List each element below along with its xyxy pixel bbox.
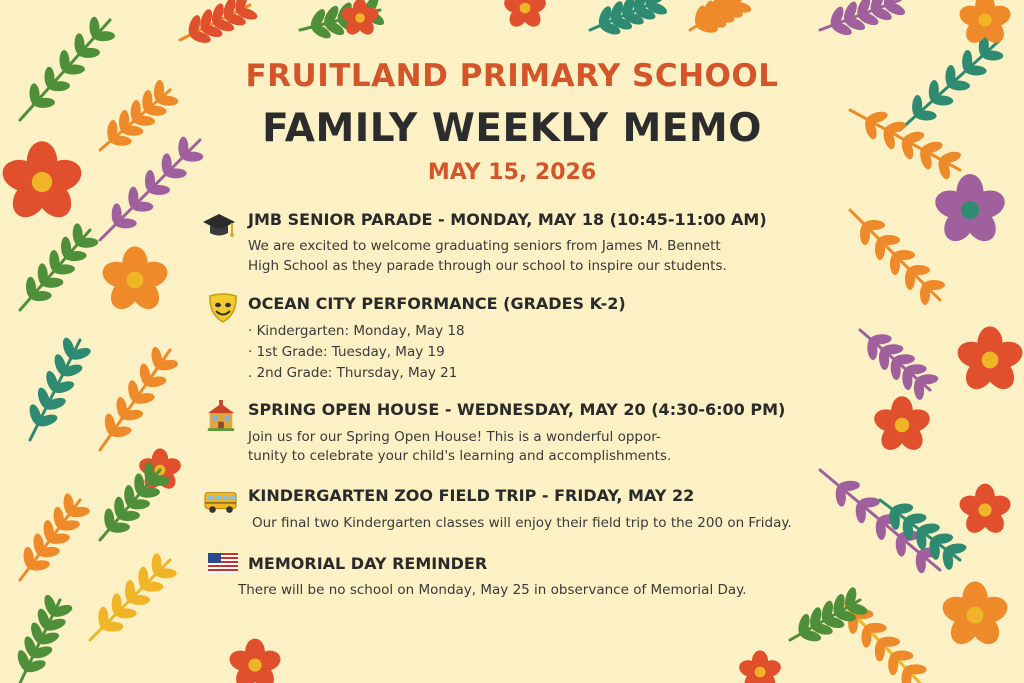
school-name: FRUITLAND PRIMARY SCHOOL xyxy=(245,58,779,94)
section-text-line: Join us for our Spring Open House! This is a wonderful oppor- xyxy=(248,429,661,445)
section-text-line: There will be no school on Monday, May 25 in observance of Memorial Day. xyxy=(238,582,747,598)
section-list-item: · 1st Grade: Tuesday, May 19 xyxy=(248,344,445,360)
section-list-item: . 2nd Grade: Thursday, May 21 xyxy=(248,365,458,381)
section-text-line: Our final two Kindergarten classes will enjoy their field trip to the 200 on Friday. xyxy=(252,515,792,531)
section-heading: OCEAN CITY PERFORMANCE (GRADES K-2) xyxy=(248,294,626,313)
section-text-line: tunity to celebrate your child's learning and accomplishments. xyxy=(248,448,672,464)
theater-mask-icon xyxy=(206,292,240,324)
section-heading: KINDERGARTEN ZOO FIELD TRIP - FRIDAY, MAY 22 xyxy=(248,486,695,505)
memo-date: MAY 15, 2026 xyxy=(427,160,597,185)
schoolhouse-icon xyxy=(204,400,238,432)
section-list-item: · Kindergarten: Monday, May 18 xyxy=(248,323,465,339)
section-text-line: High School as they parade through our school to inspire our students. xyxy=(248,258,727,274)
section-heading: JMB SENIOR PARADE - MONDAY, MAY 18 (10:45-11:00 AM) xyxy=(248,210,767,229)
us-flag-icon xyxy=(208,552,238,574)
graduation-cap-icon xyxy=(202,210,236,242)
section-text-line: We are excited to welcome graduating seniors from James M. Bennett xyxy=(248,238,721,254)
section-heading: SPRING OPEN HOUSE - WEDNESDAY, MAY 20 (4:30-6:00 PM) xyxy=(248,400,786,419)
memo-title: FAMILY WEEKLY MEMO xyxy=(262,106,762,151)
school-bus-icon xyxy=(204,486,238,518)
section-heading: MEMORIAL DAY REMINDER xyxy=(248,554,488,573)
